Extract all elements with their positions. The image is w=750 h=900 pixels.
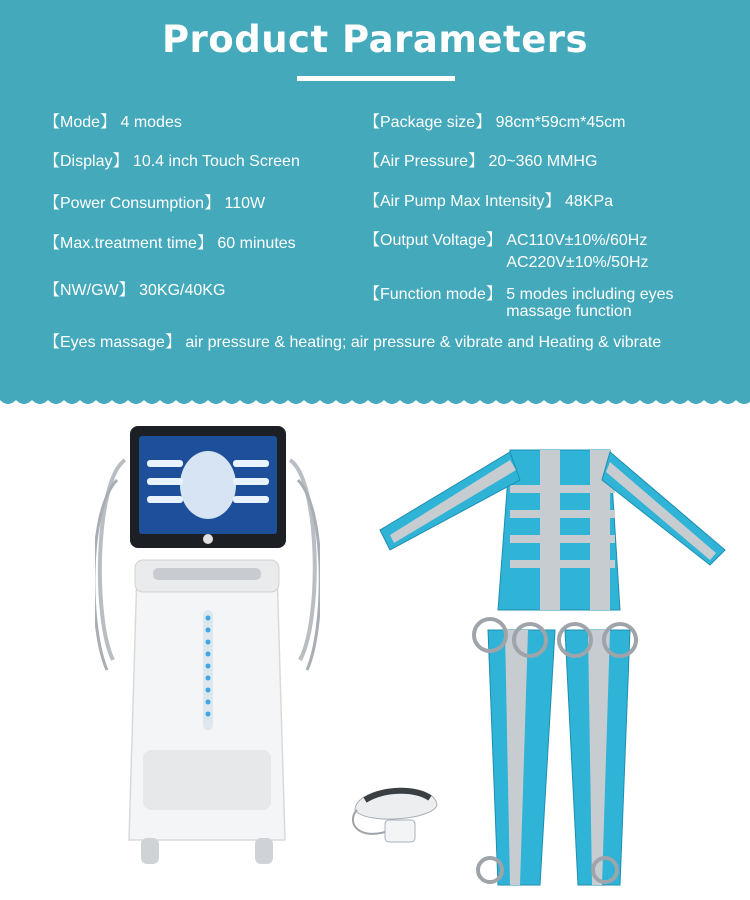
param-function-mode-label: 【Function mode】 (364, 286, 502, 303)
param-eyes-massage (44, 334, 661, 351)
param-output-voltage (364, 232, 649, 271)
param-function-mode (364, 286, 674, 320)
param-max-time-label: 【Max.treatment time】 (44, 235, 213, 252)
param-function-mode-value (506, 286, 673, 320)
param-package-size-value: 98cm*59cm*45cm (495, 114, 626, 131)
param-power-value: 110W (224, 195, 266, 212)
param-mode (44, 114, 182, 131)
param-power-label: 【Power Consumption】 (44, 195, 221, 212)
eye-massager-image (345, 770, 445, 850)
param-max-time-value: 60 minutes (217, 235, 296, 252)
param-air-pressure-label: 【Air Pressure】 (364, 153, 485, 170)
param-display-value: 10.4 inch Touch Screen (132, 153, 300, 170)
param-air-pump (364, 193, 613, 210)
param-output-voltage-value (506, 232, 648, 271)
param-air-pressure-value: 20~360 MMHG (488, 153, 598, 170)
param-eyes-massage-value: air pressure & heating; air pressure & vibrate and Heating & vibrate (185, 334, 662, 351)
param-air-pressure (364, 153, 597, 170)
param-mode-value: 4 modes (120, 114, 182, 131)
output-voltage-line-1: AC110V±10%/60Hz (506, 232, 648, 249)
param-mode-label: 【Mode】 (44, 114, 117, 131)
page-title: Product Parameters (161, 18, 589, 61)
pressotherapy-machine-image (95, 420, 320, 875)
param-air-pump-label: 【Air Pump Max Intensity】 (364, 193, 561, 210)
param-nw-gw (44, 282, 225, 299)
output-voltage-line-2: AC220V±10%/50Hz (506, 254, 649, 271)
param-display-label: 【Display】 (44, 153, 129, 170)
param-nw-gw-value: 30KG/40KG (139, 282, 226, 299)
param-package-size-label: 【Package size】 (364, 114, 492, 131)
param-air-pump-value: 48KPa (564, 193, 614, 210)
wave-divider (0, 396, 750, 410)
param-nw-gw-label: 【NW/GW】 (44, 282, 135, 299)
param-output-voltage-label: 【Output Voltage】 (364, 232, 502, 249)
param-package-size (364, 114, 625, 131)
param-display (44, 153, 300, 170)
param-max-time (44, 235, 296, 252)
param-power (44, 195, 265, 212)
param-eyes-massage-label: 【Eyes massage】 (44, 334, 181, 351)
title-underline (297, 76, 455, 81)
function-mode-line-2: massage function (506, 303, 632, 320)
function-mode-line-1: 5 modes including eyes (506, 286, 674, 303)
